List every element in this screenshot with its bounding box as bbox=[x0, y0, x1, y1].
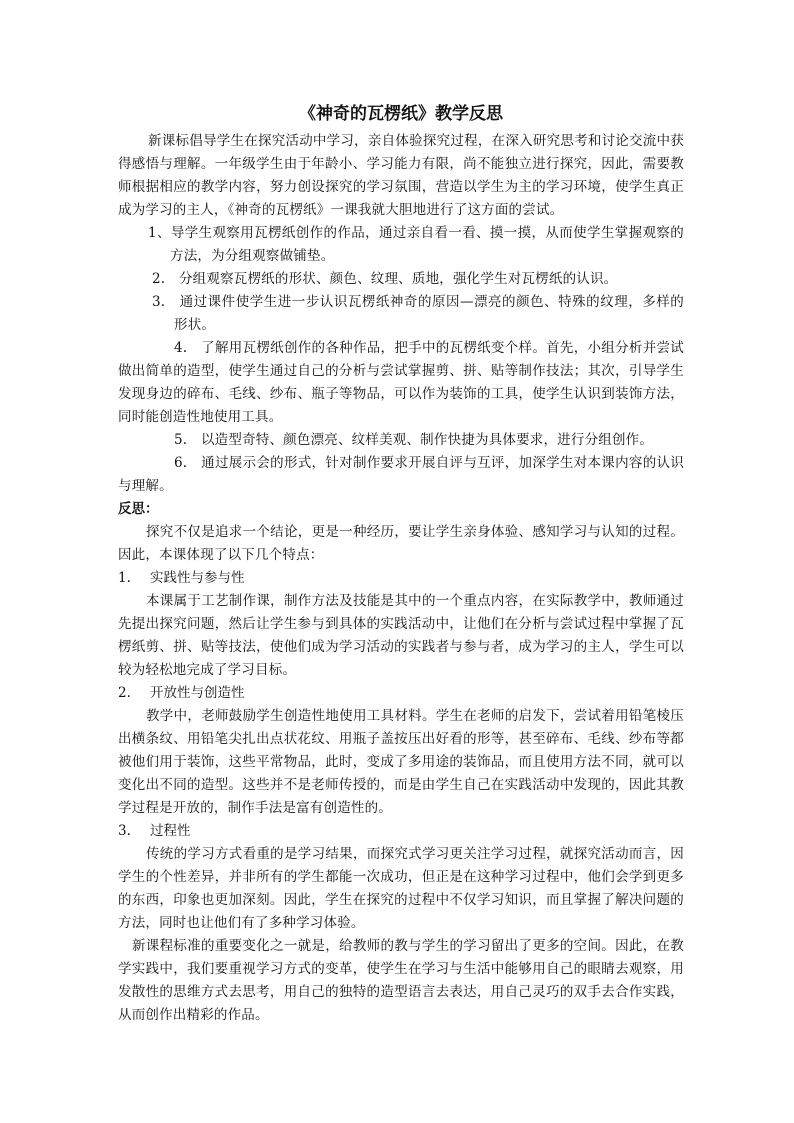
point-3-heading bbox=[118, 820, 684, 843]
point-1-number: 1. bbox=[118, 570, 131, 586]
step-3: 3. 通过课件使学生进一步认识瓦楞纸神奇的原因—漂亮的颜色、特殊的纹理，多样的形状。 bbox=[152, 294, 684, 333]
step-1: 1、导学生观察用瓦楞纸创作的作品，通过亲自看一看、摸一摸，从而使学生掌握观察的方法，为分组观察做铺垫。 bbox=[148, 225, 684, 264]
point-2-number: 2. bbox=[118, 685, 131, 701]
point-2-title: 开放性与创造性 bbox=[150, 685, 245, 701]
step-6: 6. 通过展示会的形式，针对制作要求开展自评与互评，加深学生对本课内容的认识与理解。 bbox=[118, 455, 684, 494]
point-1-title: 实践性与参与性 bbox=[150, 570, 245, 586]
step-4: 4. 了解用瓦楞纸创作的各种作品，把手中的瓦楞纸变个样。首先，小组分析并尝试做出简单的造型，使学生通过自己的分析与尝试掌握剪、拼、贴等制作技法；其次，引导学生发现身边的碎布、毛线、纱布、瓶子等物品，可以作为装饰的工具，使学生认识到装饰方法，同时能创造性地使用工具。 bbox=[118, 340, 684, 425]
point-2-body: 教学中，老师鼓励学生创造性地使用工具材料。学生在老师的启发下，尝试着用铅笔棱压出横条纹、用铅笔尖扎出点状花纹、用瓶子盖按压出好看的形等，甚至碎布、毛线、纱布等都被他们用于装饰，这些平常物品，此时，变成了多用途的装饰品，而且使用方法不同，就可以变化出不同的造型。这些并不是老师传授的，而是由学生自己在实践活动中发现的，因此其教学过程是开放的，制作手法是富有创造性的。 bbox=[118, 708, 684, 816]
point-2-heading bbox=[118, 682, 684, 705]
conclusion-paragraph: 新课程标准的重要变化之一就是，给教师的教与学生的学习留出了更多的空间。因此，在教学实践中，我们要重视学习方式的变革，使学生在学习与生活中能够用自己的眼睛去观察，用发散性的思维方式去思考，用自己的独特的造型语言去表达，用自己灵巧的双手去合作实践，从而创作出精彩的作品。 bbox=[118, 938, 684, 1023]
point-3-number: 3. bbox=[118, 823, 131, 839]
point-1-heading bbox=[118, 567, 684, 590]
point-3-title: 过程性 bbox=[150, 823, 191, 839]
point-3-body: 传统的学习方式看重的是学习结果，而探究式学习更关注学习过程，就探究活动而言，因学生的个性差异，并非所有的学生都能一次成功，但正是在这种学习过程中，他们会学到更多的东西，印象也更加深刻。因此，学生在探究的过程中不仅学习知识，而且掌握了解决问题的方法，同时也让他们有了多种学习体验。 bbox=[118, 846, 684, 931]
document-page bbox=[118, 100, 684, 1027]
reflection-intro: 探究不仅是追求一个结论，更是一种经历，要让学生亲身体验、感知学习与认知的过程。因此，本课体现了以下几个特点： bbox=[118, 524, 684, 563]
page-title: 《神奇的瓦楞纸》教学反思 bbox=[299, 104, 503, 124]
point-1-body: 本课属于工艺制作课，制作方法及技能是其中的一个重点内容，在实际教学中，教师通过先提出探究问题，然后让学生参与到具体的实践活动中，让他们在分析与尝试过程中掌握了瓦楞纸剪、拼、贴等技法，使他们成为学习活动的实践者与参与者，成为学习的主人，学生可以较为轻松地完成了学习目标。 bbox=[118, 593, 684, 678]
reflection-heading: 反思： bbox=[118, 501, 159, 517]
step-5: 5. 以造型奇特、颜色漂亮、纹样美观、制作快捷为具体要求，进行分组创作。 bbox=[174, 432, 654, 448]
intro-paragraph: 新课标倡导学生在探究活动中学习，亲自体验探究过程，在深入研究思考和讨论交流中获得感悟与理解。一年级学生由于年龄小、学习能力有限，尚不能独立进行探究，因此，需要教师根据相应的教学内容，努力创设探究的学习氛围，营造以学生为主的学习环境，使学生真正成为学习的主人，《神奇的瓦楞纸》一课我就大胆地进行了这方面的尝试。 bbox=[118, 133, 684, 218]
step-2: 2. 分组观察瓦楞纸的形状、颜色、纹理、质地，强化学生对瓦楞纸的认识。 bbox=[152, 271, 618, 287]
